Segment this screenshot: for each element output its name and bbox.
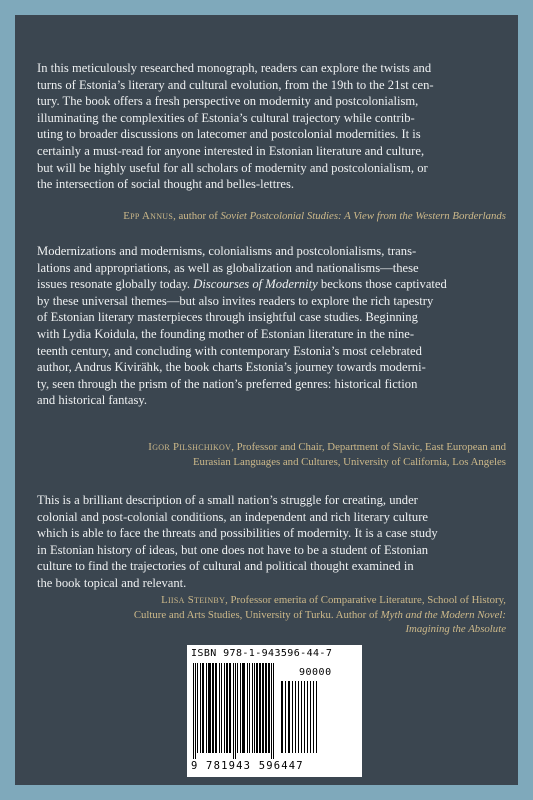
- isbn-label: ISBN 978-1-943596-44-7: [191, 648, 333, 659]
- barcode-bar: [202, 663, 204, 753]
- attribution-steinby: [134, 593, 506, 637]
- attribution-author: Liisa Steinby: [161, 594, 226, 606]
- barcode-bar: [219, 663, 220, 753]
- barcode-bar: [249, 663, 250, 753]
- barcode-bar: [212, 663, 214, 753]
- barcode-bar: [208, 663, 211, 753]
- attribution-author: Epp Annus: [123, 210, 174, 222]
- description-line: Modernizations and modernisms, colonialisms and postcolonialisms, trans-: [37, 244, 417, 258]
- barcode-bar: [313, 681, 314, 753]
- description-line: author, Andrus Kivirähk, the book charts Estonia’s journey towards moderni-: [37, 360, 426, 375]
- description-text: issues resonate globally today.: [37, 277, 194, 292]
- barcode-bar: [252, 663, 253, 753]
- attribution-pilshchikov: [148, 440, 506, 469]
- barcode-bar: [197, 663, 198, 753]
- description-line: [37, 276, 507, 293]
- barcode-bar: [254, 663, 255, 753]
- barcode-bar: [273, 663, 274, 759]
- barcode-bar: [259, 663, 261, 753]
- barcode-bar: [233, 663, 234, 759]
- description-line: by these universal themes—but also invites readers to explore the rich tapestry: [37, 293, 434, 308]
- barcode-bar: [262, 663, 264, 753]
- description-line: with Lydia Koidula, the founding mother of Estonian literature in the nine-: [37, 326, 415, 341]
- barcode-bar: [307, 681, 308, 753]
- barcode-bar: [285, 681, 286, 753]
- review-line: the book topical and relevant.: [37, 575, 187, 590]
- barcode-bar: [195, 663, 196, 759]
- barcode-bar: [292, 681, 293, 753]
- book-title: Discourses of Modernity: [193, 277, 318, 292]
- barcode-bar: [215, 663, 217, 753]
- review-steinby: [37, 492, 507, 592]
- attribution-text: , Professor and Chair, Department of Slavic, East European and: [231, 441, 506, 453]
- addon-digits: 90000: [299, 667, 332, 678]
- barcode-bar: [229, 663, 231, 753]
- review-line: tury. The book offers a fresh perspective on modernity and postcolonialism,: [37, 94, 419, 109]
- barcode-bar: [247, 663, 248, 753]
- barcode-bar: [237, 663, 238, 753]
- barcode-bar: [304, 681, 305, 753]
- barcode-bar: [281, 681, 283, 753]
- barcode-bar: [221, 663, 222, 753]
- review-line: in Estonian history of ideas, but one does not have to be a student of Estonian: [37, 542, 429, 557]
- barcode-bar: [268, 663, 270, 753]
- review-annus: [37, 60, 507, 193]
- attribution-text: Culture and Arts Studies, University of Turku. Author of: [133, 608, 381, 621]
- review-line: illuminating the complexities of Estonia’s cultural trajectory while contrib-: [37, 110, 415, 125]
- barcode-bar: [206, 663, 207, 753]
- attribution-text: Eurasian Languages and Cultures, University of California, Los Angeles: [192, 455, 506, 468]
- barcode-bar: [288, 681, 290, 753]
- ean-digits: 9 781943 596447: [191, 760, 304, 772]
- attribution-author: Igor Pilshchikov: [148, 441, 232, 453]
- attribution-book: Imagining the Absolute: [405, 623, 506, 635]
- review-line: In this meticulously researched monograph, readers can explore the twists and: [37, 61, 432, 75]
- book-description: [37, 243, 507, 409]
- barcode-bar: [301, 681, 302, 753]
- barcode-bar: [200, 663, 201, 753]
- review-line: colonial and post-colonial conditions, an independent and rich literary culture: [37, 509, 428, 524]
- review-line: culture to find the trajectories of cultural and political thought examined in: [37, 559, 414, 574]
- description-line: teenth century, and concluding with contemporary Estonia’s most celebrated: [37, 343, 422, 358]
- barcode-bar: [224, 663, 225, 753]
- barcode-bar: [265, 663, 267, 753]
- barcode-bar: [226, 663, 228, 753]
- attribution-text: , author of: [173, 210, 221, 222]
- barcode-bars: [191, 663, 359, 759]
- attribution-annus: [123, 209, 506, 224]
- attribution-text: , Professor emerita of Comparative Literature, School of History,: [225, 594, 506, 606]
- barcode-bar: [310, 681, 311, 753]
- description-line: and historical fantasy.: [37, 393, 148, 408]
- barcode-bar: [242, 663, 245, 753]
- review-line: certainly a must-read for anyone interested in Estonian literature and culture,: [37, 143, 425, 158]
- barcode-bar: [256, 663, 258, 753]
- isbn-barcode: [187, 645, 362, 777]
- review-line: which is able to face the threats and possibilities of modernity. It is a case study: [37, 526, 438, 541]
- review-line: the intersection of social thought and belles-lettres.: [37, 177, 295, 192]
- review-line: but will be highly useful for all scholars of modernity and postcolonialism, or: [37, 160, 428, 175]
- attribution-book: Myth and the Modern Novel:: [380, 608, 506, 621]
- review-line: turns of Estonia’s literary and cultural evolution, from the 19th to the 21st cen-: [37, 77, 434, 92]
- description-line: lations and appropriations, as well as globalization and nationalisms—these: [37, 260, 419, 275]
- review-line: This is a brilliant description of a small nation’s struggle for creating, under: [37, 493, 418, 507]
- barcode-bar: [235, 663, 236, 759]
- barcode-bar: [298, 681, 299, 753]
- attribution-book: Soviet Postcolonial Studies: A View from the Western Borderlands: [220, 210, 506, 222]
- barcode-bar: [240, 663, 241, 753]
- barcode-bar: [295, 681, 296, 753]
- description-line: ty, seen through the prism of the nation’s preferred genres: historical fiction: [37, 376, 418, 391]
- barcode-bar: [271, 663, 272, 759]
- review-line: uting to broader discussions on latecomer and postcolonial modernities. It is: [37, 127, 421, 142]
- back-cover: [15, 15, 518, 785]
- barcode-bar: [316, 681, 317, 753]
- description-text: beckons those captivated: [320, 277, 447, 292]
- description-line: of Estonian literary masterpieces through insightful case studies. Beginning: [37, 310, 418, 325]
- barcode-bar: [193, 663, 194, 759]
